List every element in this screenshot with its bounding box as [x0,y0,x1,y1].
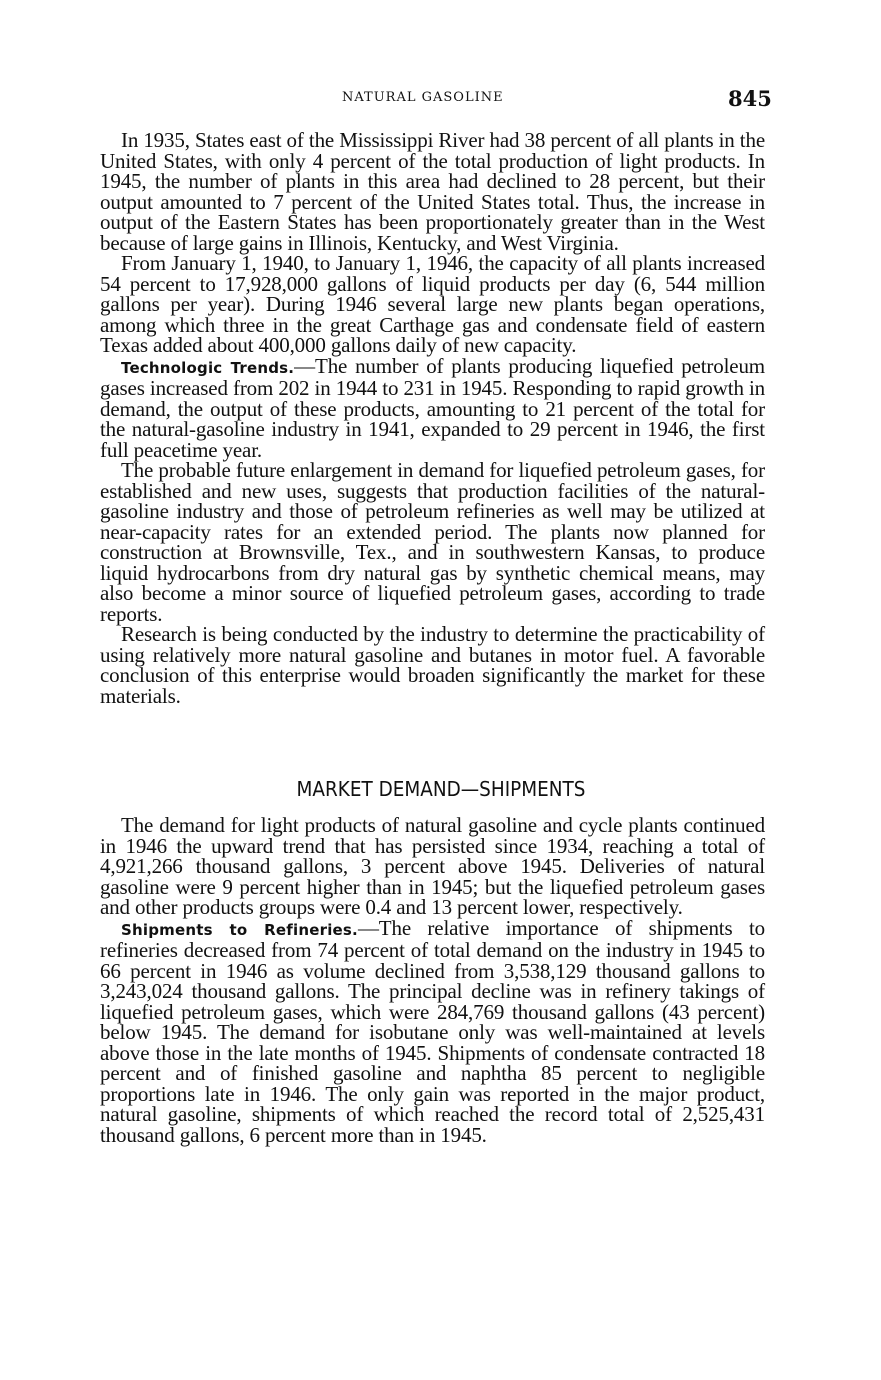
paragraph-research: Research is being conducted by the industry to determine the practicability of using relatively more natural gasoline and butanes in motor fuel. A favorable conclusion of this enterprise would broaden significantly the market for these materials. [100,622,765,708]
paragraph-eastern-states: In 1935, States east of the Mississippi River had 38 percent of all plants in the United States, with only 4 percent of the total production of light products. In 1945, the number of plants in this area had declined to 28 percent, but their output amounted to 7 percent of the United States total. Thus, the increase in output of the Eastern States has been proportionately greater than in the West because of large gains in Illinois, Kentucky, and West Virginia. [100,128,765,255]
shipments-text: —The relative importance of shipments to refineries decreased from 74 percent of total demand on the industry in 1945 to 66 percent in 1946 as volume declined from 3,538,129 thousand gallons to 3,243,024 thousand gallons. The principal decline was in refinery takings of liquefied petroleum gases, which were 284,769 thousand gallons (43 percent) below 1945. The demand for isobutane only was well-maintained at levels above those in the late months of 1945. Shipments of condensate contracted 18 percent and of finished gasoline and naphtha 85 percent to negligible proportions late in 1946. The only gain was reported in the major product, natural gasoline, shipments of which reached the record total of 2,525,431 thousand gallons, 6 percent more than in 1945. [100,915,765,1147]
text-block-lower [100,815,765,1145]
paragraph-future-enlargement: The probable future enlargement in demand for liquefied petroleum gases, for established and new uses, suggests that production facilities of the natural-gasoline industry and those of petroleum refineries as well may be utilized at near-capacity rates for an extended period. The plants now planned for construction at Brownsville, Tex., and in southwestern Kansas, to produce liquid hydrocarbons from dry natural gas by synthetic chemical means, may also become a minor source of liquefied petroleum gases, according to trade reports. [100,458,765,626]
paragraph-demand: The demand for light products of natural gasoline and cycle plants continued in 1946 the upward trend that has persisted since 1934, reaching a total of 4,921,266 thousand gallons, 3 percent above 1945. Deliveries of natural gasoline were 9 percent higher than in 1945; but the liquefied petroleum gases and other products groups were 0.4 and 13 percent lower, respectively. [100,813,765,919]
paragraph-shipments-to-refineries [100,915,765,1147]
section-heading-market-demand: MARKET DEMAND—SHIPMENTS [296,777,585,801]
running-title: NATURAL GASOLINE [342,90,504,105]
runin-heading-shipments: Shipments to Refineries. [121,920,358,939]
paragraph-technologic-trends [100,353,765,462]
text-block-upper [100,130,765,706]
paragraph-capacity: From January 1, 1940, to January 1, 1946, the capacity of all plants increased 54 percent to 17,928,000 gallons of liquid products per day (6, 544 million gallons per year). During 1946 several large new plants began operations, among which three in the great Carthage gas and condensate field of eastern Texas added about 400,000 gallons daily of new capacity. [100,251,765,357]
technologic-trends-text: —The number of plants producing liquefied petroleum gases increased from 202 in 1944 to 231 in 1945. Responding to rapid growth in demand, the output of these products, amounting to 21 percent of the total for the natural-gasoline industry in 1941, expanded to 29 percent in 1946, the first full peacetime year. [100,353,765,462]
runin-heading-technologic-trends: Technologic Trends. [121,358,295,377]
page-number: 845 [728,86,772,111]
